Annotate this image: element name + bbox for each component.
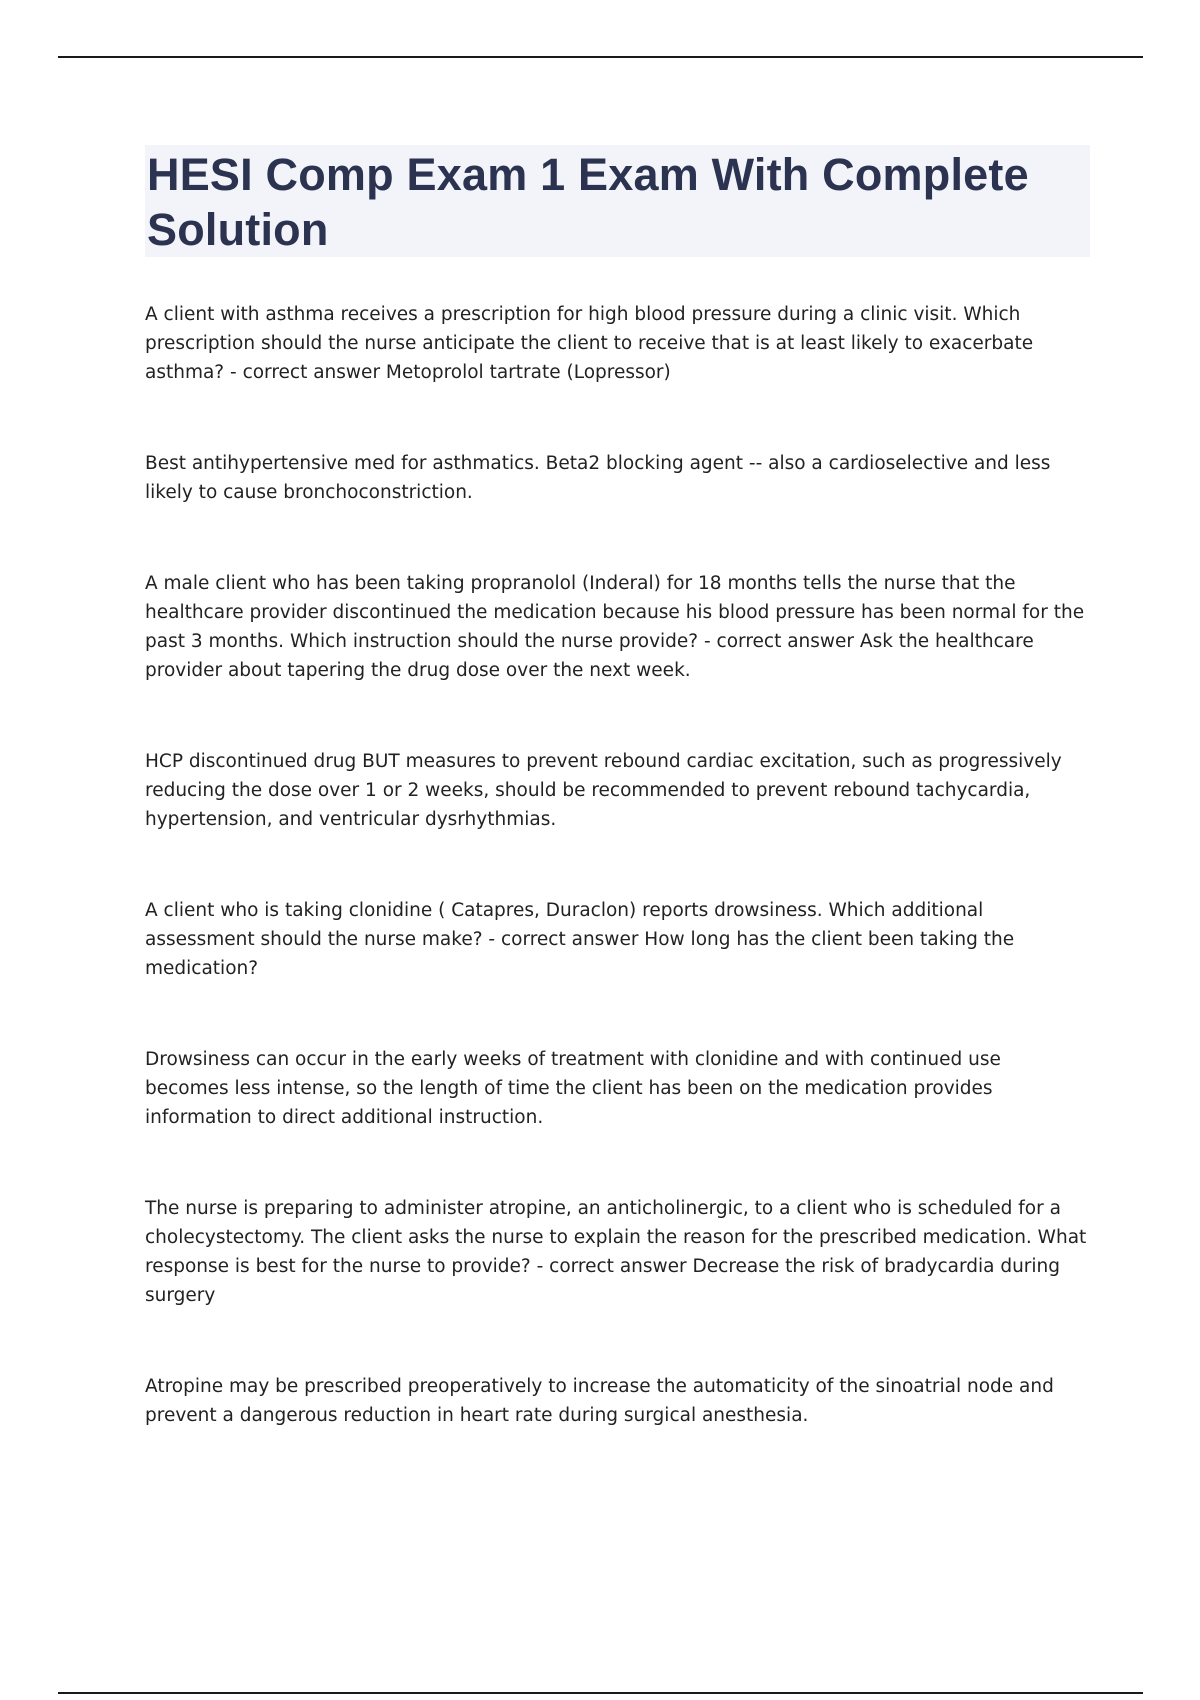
- title-banner: [145, 145, 1090, 257]
- top-divider: [58, 56, 1143, 58]
- paragraph-rationale-1: Best antihypertensive med for asthmatics. Beta2 blocking agent -- also a cardioselective and less likely to cause bronchoconstriction.: [145, 453, 1051, 503]
- paragraph-question-3: A client who is taking clonidine ( Catapres, Duraclon) reports drowsiness. Which additional assessment should the nurse make? - correct answer How long has the client been taking the medication?: [145, 900, 1015, 979]
- document-title: HESI Comp Exam 1 Exam With Complete Solution: [147, 149, 1029, 255]
- bottom-divider: [58, 1692, 1143, 1694]
- paragraph-question-4: The nurse is preparing to administer atropine, an anticholinergic, to a client who is scheduled for a cholecystectomy. The client asks the nurse to explain the reason for the prescribed medication. What response is best for the nurse to provide? - correct answer Decrease the risk of bradycardia during surgery: [145, 1198, 1087, 1306]
- paragraph-rationale-2: HCP discontinued drug BUT measures to prevent rebound cardiac excitation, such as progressively reducing the dose over 1 or 2 weeks, should be recommended to prevent rebound tachycardia, hypertension, and ventricular dysrhythmias.: [145, 751, 1062, 830]
- paragraph-question-2: A male client who has been taking propranolol (Inderal) for 18 months tells the nurse that the healthcare provider discontinued the medication because his blood pressure has been normal for the past 3 months. Which instruction should the nurse provide? - correct answer Ask the healthcare provider about tapering the drug dose over the next week.: [145, 573, 1085, 681]
- document-body: [145, 300, 1090, 1430]
- paragraph-question-1: A client with asthma receives a prescription for high blood pressure during a clinic visit. Which prescription should the nurse anticipate the client to receive that is at least likely to exacerbate asthma? - correct answer Metoprolol tartrate (Lopressor): [145, 304, 1034, 383]
- paragraph-rationale-3: Drowsiness can occur in the early weeks of treatment with clonidine and with continued use becomes less intense, so the length of time the client has been on the medication provides information to direct additional instruction.: [145, 1049, 1001, 1128]
- paragraph-rationale-4: Atropine may be prescribed preoperatively to increase the automaticity of the sinoatrial node and prevent a dangerous reduction in heart rate during surgical anesthesia.: [145, 1376, 1054, 1426]
